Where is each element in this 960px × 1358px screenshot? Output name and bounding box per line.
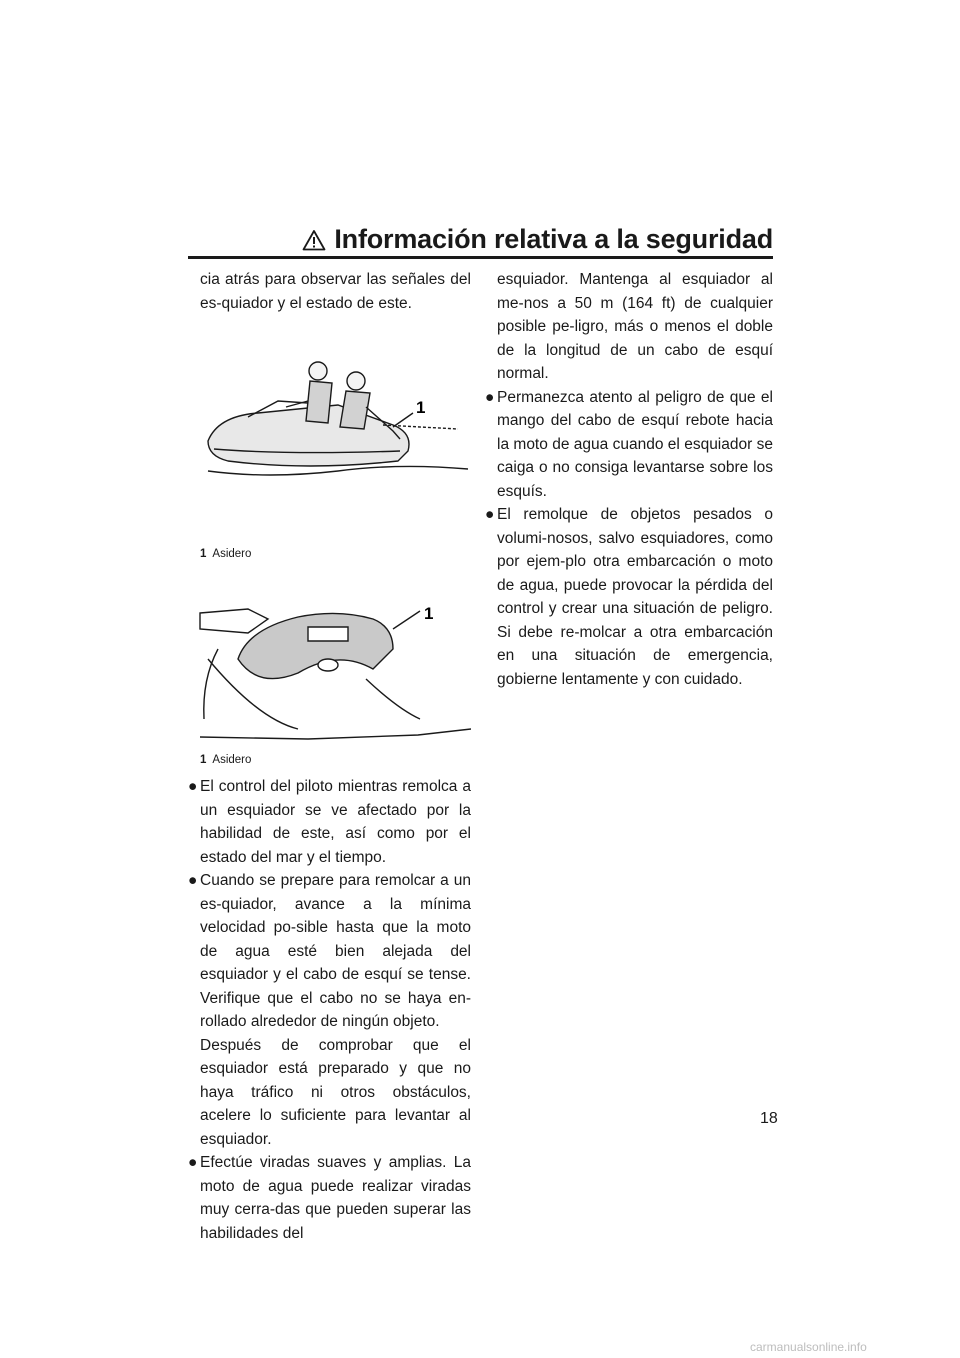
page-title-row	[302, 224, 773, 255]
bullet-item	[485, 386, 773, 504]
bullet-item	[188, 775, 471, 869]
header-rule	[188, 256, 773, 259]
intro-paragraph: cia atrás para observar las señales del es-quiador y el estado de este.	[200, 271, 471, 312]
bullet-text: Efectúe viradas suaves y amplias. La moto de agua puede realizar viradas muy cerra-das que pueden superar las habilidades del	[200, 1154, 471, 1242]
continuation-paragraph: esquiador. Mantenga al esquiador al me-nos a 50 m (164 ft) de cualquier posible pe-ligro, más o menos el doble de la longitud de un cabo de esquí normal.	[497, 271, 773, 382]
page-header	[188, 222, 773, 258]
left-bullet-list	[188, 775, 471, 1245]
figure2-caption-text: Asidero	[212, 754, 252, 766]
right-column	[485, 268, 773, 691]
bullet-dot: ●	[188, 872, 198, 889]
figure1-caption-text: Asidero	[212, 548, 252, 560]
warning-triangle-icon	[302, 229, 326, 251]
watermark: carmanualsonline.info	[750, 1340, 867, 1354]
bullet-text: El remolque de objetos pesados o volumi-nosos, salvo esquiadores, como por ejem-plo otra embarcación o moto de agua, puede provocar la pérdida del control y crear una situación de peligro. Si debe re-molcar a otra embarcación en una situación de emergencia, gobierne lentamente y con cuidado.	[497, 506, 773, 688]
bullet-continuation: Después de comprobar que el esquiador está preparado y que no haya tráfico ni otros obstáculos, acelere lo suficiente para levantar al esquiador.	[200, 1036, 471, 1148]
page-number: 18	[760, 1110, 778, 1127]
bullet-dot: ●	[485, 388, 495, 406]
bullet-text: Cuando se prepare para remolcar a un es-quiador, avance a la mínima velocidad po-sible hasta que la moto de agua esté bien alejada del esquiador y el cabo de esquí se tense. Verifique que el cabo no se haya en-rollado alrededor de ningún objeto.	[200, 872, 471, 1030]
bullet-text: Permanezca atento al peligro de que el mango del cabo de esquí rebote hacia la moto de agua cuando el esquiador se caiga o no consiga levantarse sobre los esquís.	[497, 388, 773, 500]
left-column	[188, 268, 471, 1245]
bullet-dot: ●	[485, 506, 495, 523]
grab-handle-illustration	[188, 589, 471, 747]
bullet-item	[188, 1151, 471, 1245]
page-title: Información relativa a la seguridad	[334, 224, 773, 254]
figure1-caption-number: 1	[200, 548, 207, 560]
bullet-text: El control del piloto mientras remolca a un esquiador se ve afectado por la habilidad de este, así como por el estado del mar y el tiempo.	[200, 778, 471, 866]
figure1-callout: 1	[416, 398, 426, 417]
figure-handle-closeup	[188, 589, 471, 747]
figure2-callout: 1	[424, 604, 434, 623]
bullet-item	[188, 869, 471, 1034]
bullet-item	[485, 503, 773, 691]
figure2-caption	[188, 753, 471, 767]
figure-jetski-towing	[188, 321, 471, 489]
bullet-dot: ●	[188, 778, 198, 795]
jetski-towing-illustration	[188, 321, 471, 489]
bullet-dot: ●	[188, 1154, 198, 1171]
figure2-caption-number: 1	[200, 754, 207, 766]
figure1-caption	[188, 547, 471, 561]
